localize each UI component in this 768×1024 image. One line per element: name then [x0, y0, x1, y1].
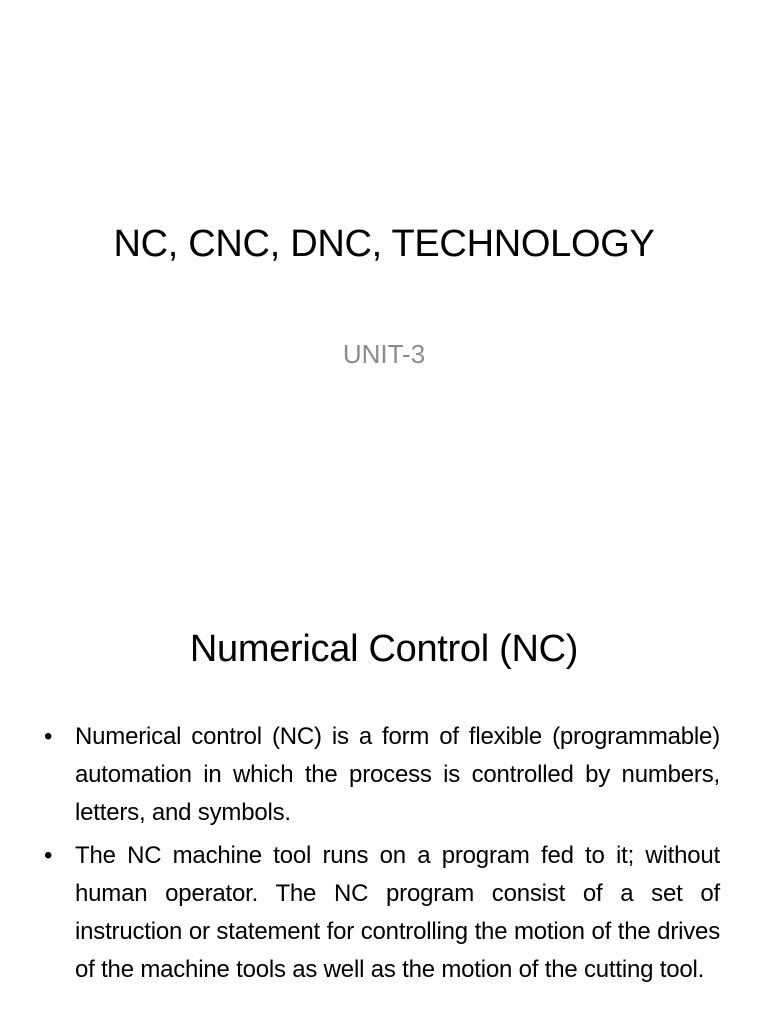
slide-title: NC, CNC, DNC, TECHNOLOGY: [113, 223, 655, 265]
bullet-item: [44, 718, 720, 831]
slide-subtitle: UNIT-3: [342, 339, 426, 369]
bullet-icon: •: [44, 842, 53, 870]
bullet-item: [44, 837, 720, 988]
bullet-list: [44, 718, 720, 995]
slide-title: Numerical Control (NC): [189, 628, 579, 670]
bullet-text: The NC machine tool runs on a program fed to it; without human operator. The NC program consist of a set of instruction or statement for controlling the motion of the drives of the machine tools as well as the motion of the cutting tool.: [75, 842, 720, 983]
bullet-icon: •: [44, 723, 53, 750]
bullet-text: Numerical control (NC) is a form of flexible (programmable) automation in which the process is controlled by numbers, letters, and symbols.: [75, 723, 720, 826]
content-slide: [0, 576, 768, 1024]
